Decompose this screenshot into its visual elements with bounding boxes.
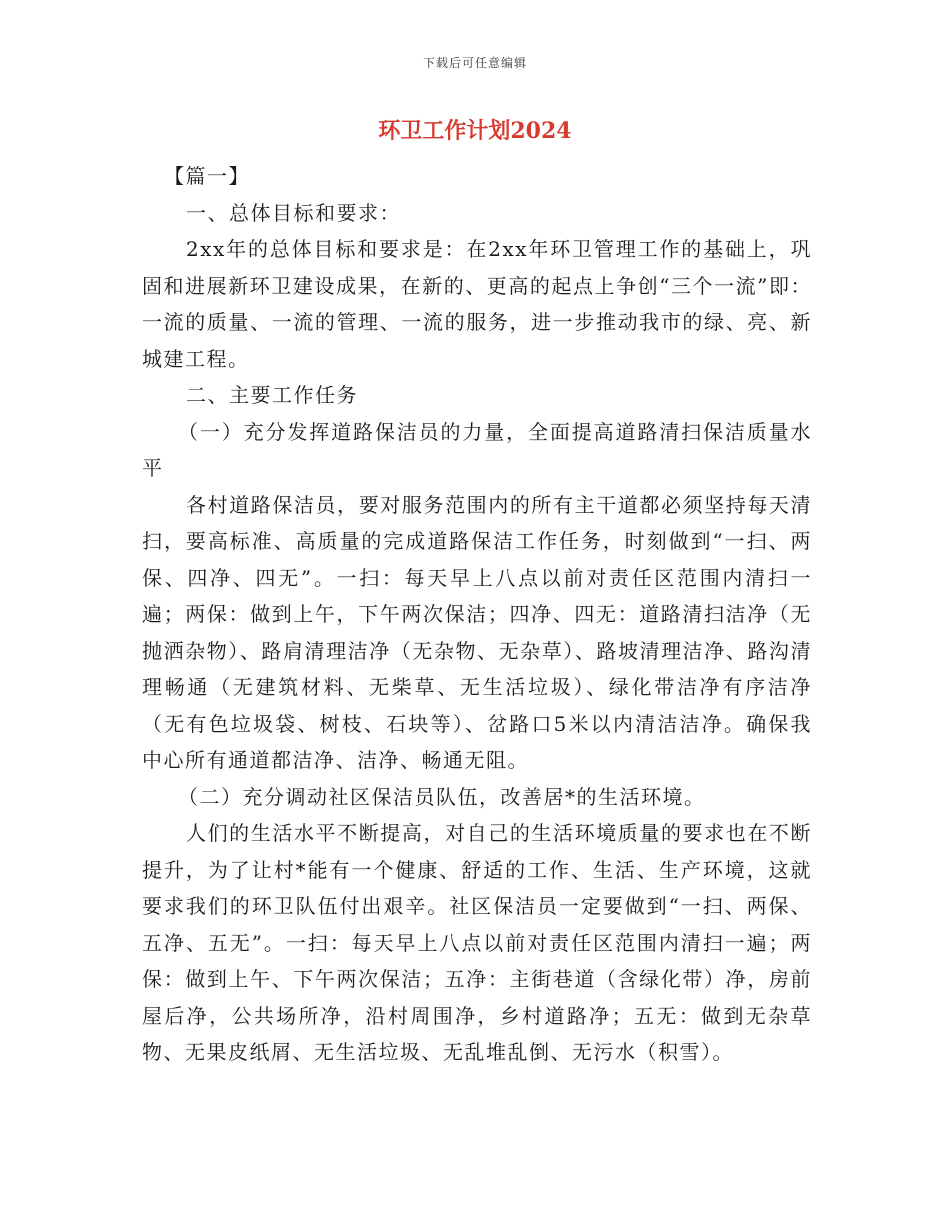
paragraph: 人们的生活水平不断提高，对自己的生活环境质量的要求也在不断提升，为了让村*能有一个健康、舒适的工作、生活、生产环境，这就要求我们的环卫队伍付出艰辛。社区保洁员一定要做到“一扫、两保、五净、五无”。一扫：每天早上八点以前对责任区范围内清扫一遍；两保：做到上午、下午两次保洁；五净：主街巷道（含绿化带）净，房前屋后净，公共场所净，沿村周围净，乡村道路净；五无：做到无杂草物、无果皮纸屑、无生活垃圾、无乱堆乱倒、无污水（积雪）。	[142, 821, 812, 1064]
section-heading: 【篇一】	[164, 164, 250, 188]
subheading-community-cleaners: （二）充分调动社区保洁员队伍，改善居*的生活环境。	[178, 784, 706, 809]
page-header-note: 下载后可任意编辑	[422, 56, 527, 70]
subheading-road-cleaners: （一）充分发挥道路保洁员的力量，全面提高道路清扫保洁质量水平	[142, 419, 812, 480]
document-body	[142, 158, 812, 1071]
heading-tasks: 二、主要工作任务	[186, 383, 358, 407]
paragraph: 2xx年的总体目标和要求是：在2xx年环卫管理工作的基础上，巩固和进展新环卫建设成果，在新的、更高的起点上争创“三个一流”即：一流的质量、一流的管理、一流的服务，进一步推动我市的绿、亮、新城建工程。	[142, 237, 812, 371]
paragraph: 各村道路保洁员，要对服务范围内的所有主干道都必须坚持每天清扫，要高标准、高质量的完成道路保洁工作任务，时刻做到“一扫、两保、四净、四无”。一扫：每天早上八点以前对责任区范围内清扫一遍；两保：做到上午，下午两次保洁；四净、四无：道路清扫洁净（无抛洒杂物）、路肩清理洁净（无杂物、无杂草）、路坡清理洁净、路沟清理畅通（无建筑材料、无柴草、无生活垃圾）、绿化带洁净有序洁净（无有色垃圾袋、树枝、石块等）、岔路口5米以内清洁洁净。确保我中心所有通道都洁净、洁净、畅通无阻。	[142, 492, 812, 772]
heading-goals: 一、总体目标和要求：	[186, 200, 401, 225]
document-title: 环卫工作计划2024	[378, 118, 572, 144]
